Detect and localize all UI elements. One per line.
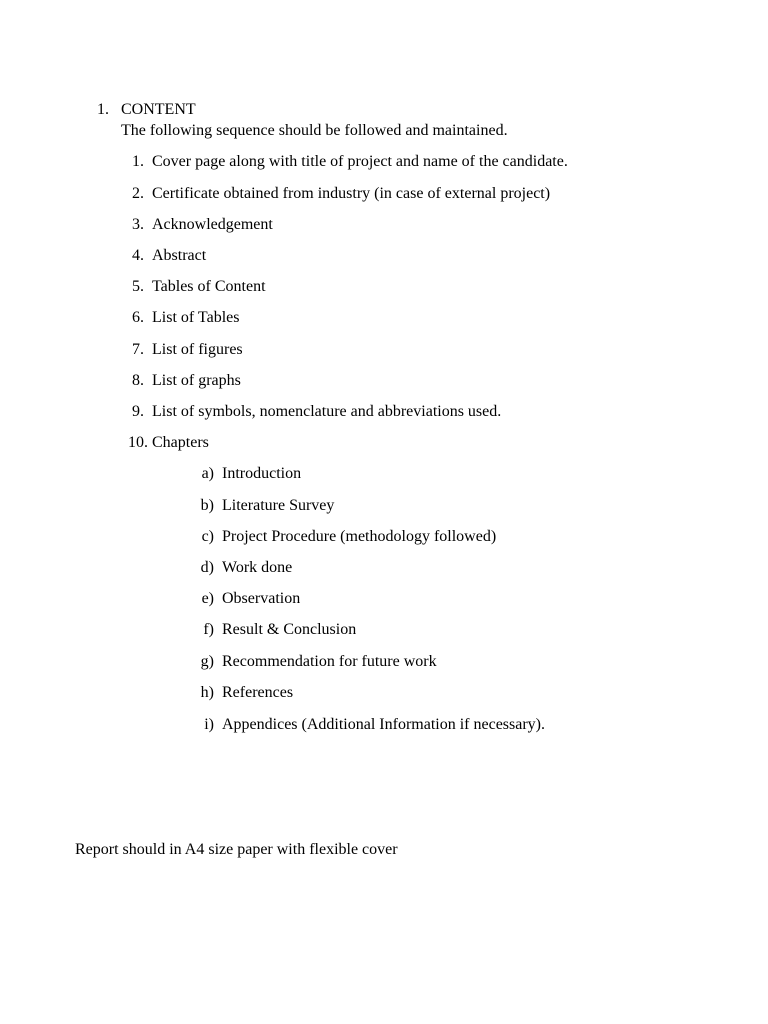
list-item-marker: 5. <box>132 278 144 295</box>
chapter-item: Work done <box>222 559 293 576</box>
section-heading: CONTENT <box>121 101 196 118</box>
list-item-marker: 3. <box>132 216 144 233</box>
list-item: List of symbols, nomenclature and abbreviations used. <box>152 403 502 420</box>
list-item: Tables of Content <box>152 278 266 295</box>
list-item: Cover page along with title of project and name of the candidate. <box>152 153 568 170</box>
chapter-item-marker: a) <box>201 465 214 482</box>
list-item: List of figures <box>152 341 243 358</box>
chapter-item-marker: g) <box>200 653 214 670</box>
list-item: Abstract <box>152 247 207 264</box>
list-item-marker: 6. <box>132 309 144 326</box>
list-item: Certificate obtained from industry (in case of external project) <box>152 185 551 202</box>
chapter-item: Appendices (Additional Information if necessary). <box>222 716 546 733</box>
chapter-item-marker: h) <box>200 684 214 701</box>
section-number: 1. <box>97 101 109 118</box>
list-item-marker: 1. <box>132 153 144 170</box>
chapter-item-marker: c) <box>201 528 214 545</box>
chapter-item: Recommendation for future work <box>222 653 437 670</box>
list-item-marker: 8. <box>132 372 144 389</box>
list-item-marker: 2. <box>132 185 144 202</box>
chapter-item-marker: f) <box>203 621 214 638</box>
chapter-item-marker: i) <box>204 716 214 733</box>
chapter-item: References <box>222 684 294 701</box>
chapter-item: Literature Survey <box>222 497 335 514</box>
chapter-item-marker: b) <box>200 497 214 514</box>
list-item-marker: 7. <box>132 341 144 358</box>
section-intro: The following sequence should be followed and maintained. <box>121 122 508 139</box>
chapter-item: Result & Conclusion <box>222 621 357 638</box>
list-item-marker: 4. <box>132 247 144 264</box>
chapter-item: Project Procedure (methodology followed) <box>222 528 497 545</box>
chapter-item: Observation <box>222 590 301 607</box>
list-item-marker: 9. <box>132 403 144 420</box>
footer-note: Report should in A4 size paper with flexible cover <box>75 841 398 858</box>
chapter-item-marker: e) <box>201 590 214 607</box>
list-item: List of graphs <box>152 372 241 389</box>
list-item-marker: 10. <box>128 434 148 451</box>
list-item: List of Tables <box>152 309 240 326</box>
chapter-item-marker: d) <box>200 559 214 576</box>
list-item: Chapters <box>152 434 209 451</box>
chapter-item: Introduction <box>222 465 302 482</box>
list-item: Acknowledgement <box>152 216 273 233</box>
